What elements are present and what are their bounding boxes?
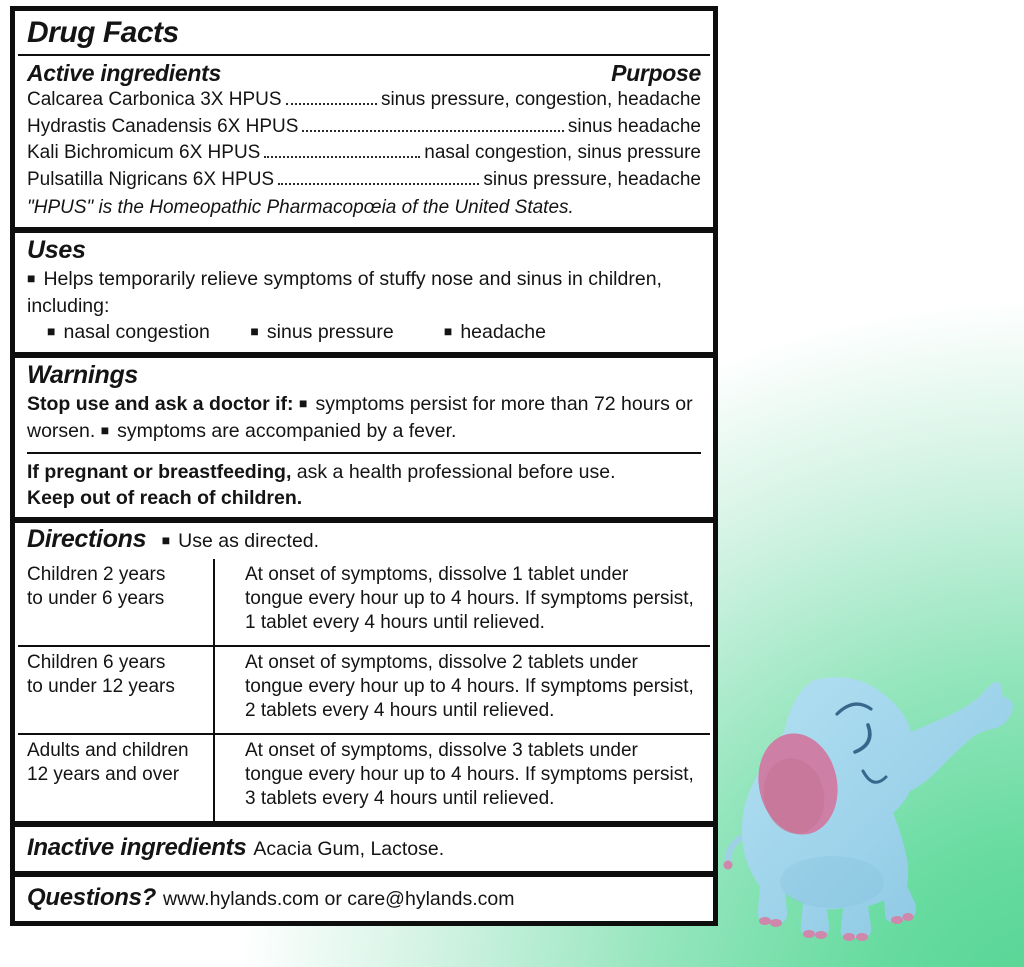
age-line: Children 6 years <box>27 652 166 673</box>
square-bullet-icon <box>299 391 315 418</box>
age-line: Adults and children <box>27 740 189 761</box>
dot-leader <box>286 103 377 105</box>
age-line: 12 years and over <box>27 764 180 785</box>
instruction-line: tongue every hour up to 4 hours. If symptoms persist, <box>245 588 694 609</box>
directions-header <box>15 523 713 559</box>
page-title: Drug Facts <box>27 16 179 49</box>
stop-use-label: Stop use and ask a doctor if: <box>27 393 294 415</box>
section-active-ingredients <box>15 11 713 227</box>
ingredient-row <box>15 167 713 194</box>
pregnant-line <box>27 459 701 485</box>
inactive-ingredients-heading: Inactive ingredients <box>27 834 247 861</box>
age-line: to under 6 years <box>27 588 165 609</box>
uses-bullet <box>444 319 546 346</box>
uses-bullet-label: headache <box>460 321 546 343</box>
stop-use-paragraph <box>27 391 701 445</box>
age-cell <box>15 562 213 635</box>
instructions-cell <box>213 562 713 635</box>
table-row <box>15 647 713 733</box>
ingredient-purpose: nasal congestion, sinus pressure <box>424 142 701 163</box>
active-ingredients-heading: Active ingredients <box>27 60 221 86</box>
uses-bullet-row <box>47 319 701 346</box>
ingredient-name: Calcarea Carbonica 3X HPUS <box>27 89 282 110</box>
stop-use-item: symptoms persist for more than 72 hours or worsen. <box>27 393 693 442</box>
ingredient-purpose: sinus pressure, headache <box>483 168 701 190</box>
table-row <box>15 735 713 821</box>
ingredient-name: Kali Bichromicum 6X HPUS <box>27 142 261 163</box>
instruction-line: At onset of symptoms, dissolve 3 tablets under <box>245 740 638 761</box>
warnings-rule <box>27 452 701 454</box>
directions-lead: Use as directed. <box>178 530 320 552</box>
uses-bullet-label: nasal congestion <box>63 321 210 343</box>
uses-heading: Uses <box>27 236 86 264</box>
square-bullet-icon <box>27 266 43 293</box>
instructions-cell <box>213 650 713 723</box>
square-bullet-icon <box>47 319 63 346</box>
table-vertical-rule <box>213 559 215 821</box>
square-bullet-icon <box>162 526 178 557</box>
hpus-note: "HPUS" is the Homeopathic Pharmacopœia of the United States. <box>27 197 574 218</box>
questions-contact-text: www.hylands.com or care@hylands.com <box>163 888 515 910</box>
ingredient-name: Hydrastis Canadensis 6X HPUS <box>27 115 299 137</box>
ingredient-row <box>15 114 713 141</box>
age-line: Children 2 years <box>27 564 166 585</box>
square-bullet-icon <box>101 418 117 445</box>
table-row <box>15 559 713 645</box>
age-line: to under 12 years <box>27 676 175 697</box>
instruction-line: At onset of symptoms, dissolve 2 tablets under <box>245 652 638 673</box>
pregnant-label: If pregnant or breastfeeding, <box>27 461 292 483</box>
ingredient-row <box>15 87 713 114</box>
keep-out-text: Keep out of reach of children. <box>27 487 303 509</box>
warnings-heading: Warnings <box>27 361 139 389</box>
uses-bullet <box>47 319 245 346</box>
instruction-line: 2 tablets every 4 hours until relieved. <box>245 700 555 721</box>
directions-table <box>15 559 713 821</box>
ingredient-purpose: sinus headache <box>567 115 701 137</box>
ingredient-name: Pulsatilla Nigricans 6X HPUS <box>27 168 275 190</box>
drug-facts-panel <box>10 6 718 926</box>
age-cell <box>15 650 213 723</box>
keep-out-line <box>27 485 701 511</box>
square-bullet-icon <box>444 319 460 346</box>
instruction-line: tongue every hour up to 4 hours. If symptoms persist, <box>245 764 694 785</box>
uses-intro: Helps temporarily relieve symptoms of stuffy nose and sinus in children, including: <box>27 268 662 317</box>
dot-leader <box>278 183 479 185</box>
uses-intro-line <box>27 266 701 319</box>
elephant-illustration <box>714 672 1020 962</box>
uses-bullet <box>250 319 438 346</box>
dot-leader <box>264 156 420 158</box>
dot-leader <box>302 130 564 132</box>
section-inactive-ingredients <box>15 827 713 871</box>
directions-heading: Directions <box>27 525 147 553</box>
square-bullet-icon <box>250 319 266 346</box>
instruction-line: tongue every hour up to 4 hours. If symptoms persist, <box>245 676 694 697</box>
instruction-line: 1 tablet every 4 hours until relieved. <box>245 612 545 633</box>
pregnant-text: ask a health professional before use. <box>296 461 616 483</box>
questions-heading: Questions? <box>27 884 157 911</box>
uses-bullet-label: sinus pressure <box>266 321 394 343</box>
section-uses <box>15 233 713 352</box>
section-warnings <box>15 358 713 517</box>
instructions-cell <box>213 738 713 811</box>
ingredient-purpose: sinus pressure, congestion, headache <box>380 89 701 110</box>
stop-use-item: symptoms are accompanied by a fever. <box>117 420 457 442</box>
instruction-line: 3 tablets every 4 hours until relieved. <box>245 788 555 809</box>
age-cell <box>15 738 213 811</box>
section-directions <box>15 523 713 821</box>
purpose-heading: Purpose <box>611 60 701 86</box>
ingredient-row <box>15 140 713 167</box>
inactive-ingredients-text: Acacia Gum, Lactose. <box>253 838 445 860</box>
instruction-line: At onset of symptoms, dissolve 1 tablet under <box>245 564 629 585</box>
active-ingredients-header <box>15 56 713 87</box>
section-questions <box>15 877 713 921</box>
